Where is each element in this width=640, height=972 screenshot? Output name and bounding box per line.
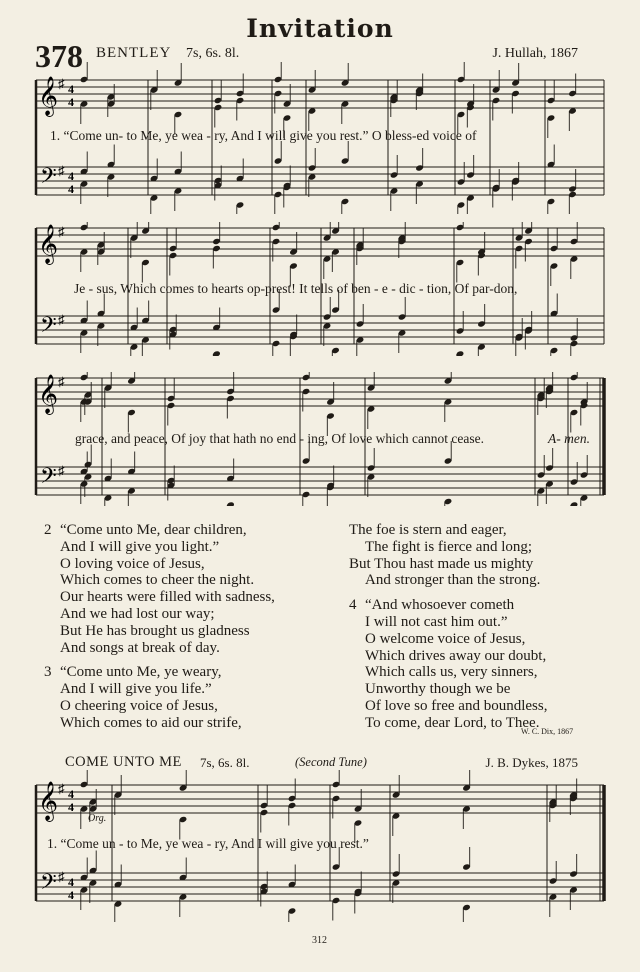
verse-text: And I will give you life.” [60, 681, 212, 698]
verse-number: 2 [44, 522, 52, 538]
hymn-section-title: Invitation [246, 14, 394, 43]
verse-text: To come, dear Lord, to Thee. [365, 714, 540, 731]
text-attribution: W. C. Dix, 1867 [521, 727, 574, 736]
verse-text: O welcome voice of Jesus, [365, 630, 526, 647]
svg-text:4: 4 [68, 888, 74, 902]
treble-clef-icon: 𝄞 [38, 374, 59, 414]
verse-line [44, 640, 275, 657]
lyric-line-2: Je - sus, Which comes to hearts op-prest! It tells of ben - e - dic - tion, Of par-don, [74, 281, 518, 296]
verse-text: And stronger than the strong. [365, 572, 541, 589]
verse-text: O cheering voice of Jesus, [60, 697, 218, 714]
verse-number: 4 [349, 597, 357, 614]
verse-text: O loving voice of Jesus, [60, 555, 205, 572]
verse-line [44, 589, 275, 606]
svg-text:4: 4 [68, 182, 74, 196]
verse-line [349, 631, 547, 648]
svg-text:4: 4 [68, 95, 74, 109]
sharp-icon: ♯ [58, 463, 65, 478]
verse-line [349, 715, 547, 732]
tune2-meter: 7s, 6s. 8l. [200, 755, 250, 770]
page-number: 312 [312, 935, 327, 946]
svg-text:4: 4 [68, 82, 74, 96]
verse-text: Which comes to aid our strife, [60, 714, 242, 731]
treble-clef-icon: 𝄞 [38, 781, 59, 821]
verse-line [349, 539, 547, 556]
verse-line [349, 698, 547, 715]
verse-text: But He has brought us gladness [60, 622, 250, 639]
svg-text:4: 4 [68, 875, 74, 889]
sharp-icon: ♯ [58, 869, 65, 884]
bass-clef-icon: 𝄢 [40, 870, 57, 900]
verse-line [44, 606, 275, 623]
svg-text:4: 4 [68, 169, 74, 183]
lyric-line-3: grace, and peace, Of joy that hath no end - ing, Of love which cannot cease. [75, 431, 484, 446]
verse-text: The foe is stern and eager, [349, 522, 507, 538]
verse-line [44, 572, 275, 589]
verse-text: “Come unto Me, dear children, [60, 522, 247, 538]
sharp-icon: ♯ [58, 224, 65, 239]
verse-text: The fight is fierce and long; [365, 538, 533, 555]
verse-text: And we had lost our way; [60, 605, 215, 622]
tune2-lyric-line: 1. “Come un - to Me, ye wea - ry, And I will give you rest.” [47, 836, 369, 851]
verse-line [44, 664, 275, 681]
verse-text: Of love so free and boundless, [365, 697, 548, 714]
verse-text: “Come unto Me, ye weary, [60, 664, 222, 681]
verse-text: Which comes to cheer the night. [60, 572, 255, 589]
verse-text: Which calls us, very sinners, [365, 664, 538, 681]
organ-label: Org. [88, 813, 107, 824]
tune-composer: J. Hullah, 1867 [492, 46, 578, 61]
lyric-line-1: 1. “Come un- to Me, ye wea - ry, And I will give you rest.” O bless-ed voice of [50, 128, 477, 143]
amen-label: A- men. [548, 431, 590, 446]
verse-line [44, 522, 275, 539]
verse-line [349, 648, 547, 665]
verse-text: Our hearts were filled with sadness, [60, 589, 275, 606]
verse-line [349, 681, 547, 698]
verse-text: Unworthy though we be [365, 681, 511, 698]
verse-line [44, 715, 275, 732]
verse-line [349, 597, 547, 614]
verse-text: But Thou hast made us mighty [349, 555, 534, 572]
verse-line [349, 664, 547, 681]
verse-text: And I will give you light.” [60, 538, 220, 555]
tune-meter: 7s, 6s. 8l. [186, 46, 240, 61]
sharp-icon: ♯ [58, 163, 65, 178]
sharp-icon: ♯ [58, 76, 65, 91]
treble-clef-icon: 𝄞 [38, 76, 59, 116]
verse-line [44, 681, 275, 698]
verse-text: Which drives away our doubt, [365, 647, 547, 664]
sharp-icon: ♯ [58, 781, 65, 796]
tune2-name: COME UNTO ME [65, 754, 182, 770]
sharp-icon: ♯ [58, 374, 65, 389]
verse-line [349, 572, 547, 589]
verse-line [44, 698, 275, 715]
verses-right-column [349, 522, 547, 732]
svg-text:4: 4 [68, 787, 74, 801]
verse-text: “And whosoever cometh [365, 597, 515, 614]
verse-line [44, 623, 275, 640]
bass-clef-icon: 𝄢 [40, 164, 57, 194]
tune2-note: (Second Tune) [295, 755, 367, 769]
verse-line [349, 522, 547, 539]
svg-text:4: 4 [68, 800, 74, 814]
verse-line [44, 539, 275, 556]
verse-text: And songs at break of day. [60, 639, 220, 656]
verse-line [349, 556, 547, 573]
verse-line [44, 556, 275, 573]
verses-left-column [44, 522, 275, 732]
bass-clef-icon: 𝄢 [40, 464, 57, 494]
treble-clef-icon: 𝄞 [38, 224, 59, 264]
tune-name: BENTLEY [96, 45, 172, 61]
tune2-composer: J. B. Dykes, 1875 [485, 755, 578, 770]
hymn-number: 378 [35, 38, 83, 74]
verse-line [349, 614, 547, 631]
bass-clef-icon: 𝄢 [40, 313, 57, 343]
verse-text: I will not cast him out.” [365, 613, 508, 630]
verse-number: 3 [44, 664, 52, 681]
sharp-icon: ♯ [58, 312, 65, 327]
